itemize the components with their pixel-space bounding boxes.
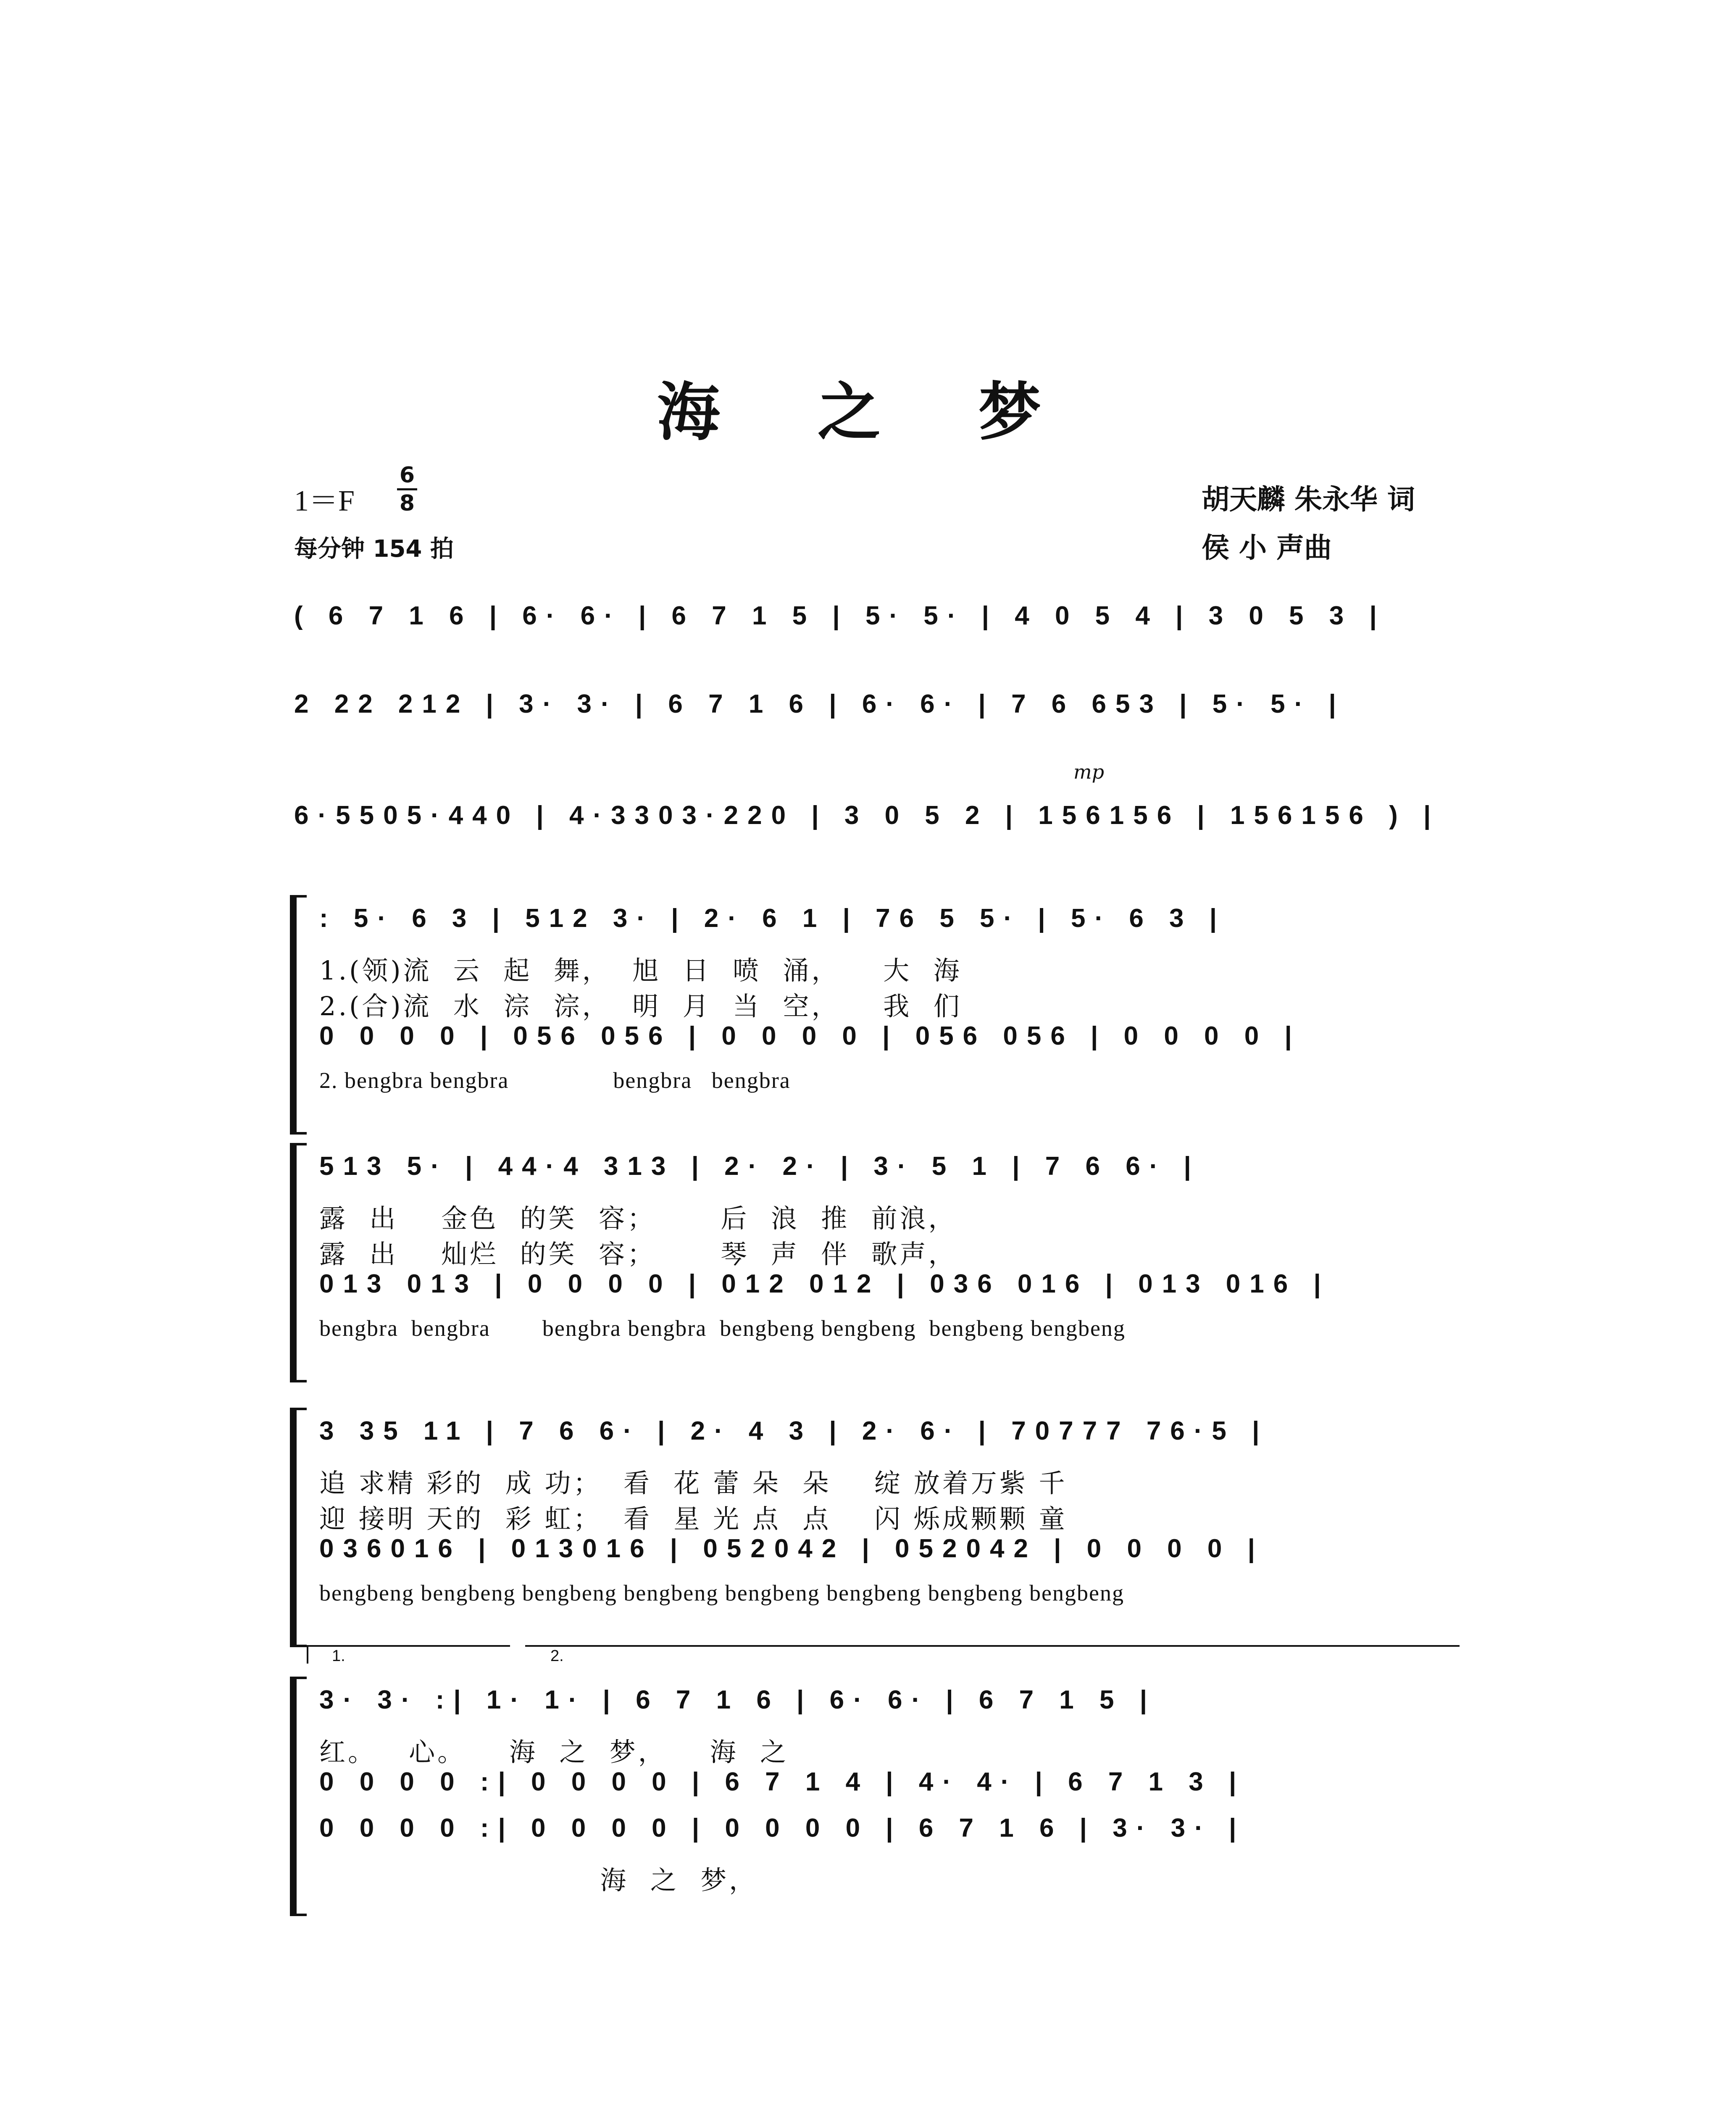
notation-line: 2 22 212 | 3· 3· | 6 7 1 6 | 6· 6· | 7 6 653 | 5· 5· | xyxy=(294,690,1345,719)
volta-2: 2. xyxy=(550,1647,564,1665)
lyric-line: 海 之 梦， xyxy=(319,1865,758,1896)
composer-credit: 侯 小 声曲 xyxy=(1202,532,1332,564)
time-denominator: 8 xyxy=(399,491,415,516)
system-bracket xyxy=(290,1677,304,1916)
dynamic-mark: mp xyxy=(1073,761,1105,783)
volta-1: 1. xyxy=(332,1647,345,1665)
notation-line: 0 0 0 0 :| 0 0 0 0 | 0 0 0 0 | 6 7 1 6 | 3· 3· | xyxy=(319,1814,1246,1843)
notation-line: : 5· 6 3 | 512 3· | 2· 6 1 | 76 5 5· | 5· 6 3 | xyxy=(319,904,1226,933)
lyric-line: 2.(合)流 水 淙 淙， 明 月 当 空， 我 们 xyxy=(319,991,962,1022)
notation-line: 3 35 11 | 7 6 6· | 2· 4 3 | 2· 6· | 70777 76·5 | xyxy=(319,1416,1269,1445)
notation-line: 6·5505·440 | 4·3303·220 | 3 0 5 2 | 156156 | 156156 ) | xyxy=(294,801,1440,830)
volta-1-line xyxy=(307,1645,510,1664)
page-title: 海 之 梦 xyxy=(657,375,1079,449)
notation-line: 0 0 0 0 :| 0 0 0 0 | 6 7 1 4 | 4· 4· | 6 7 1 3 | xyxy=(319,1767,1246,1796)
key-signature: 1＝F xyxy=(294,485,355,517)
system-bracket xyxy=(290,1143,304,1382)
lyricist-credit: 胡天麟 朱永华 词 xyxy=(1202,483,1415,516)
system-bracket xyxy=(290,895,304,1135)
tempo-marking: 每分钟 154 拍 xyxy=(294,535,454,563)
notation-line: 0 0 0 0 | 056 056 | 0 0 0 0 | 056 056 | 0 0 0 0 | xyxy=(319,1022,1301,1050)
notation-line: 3· 3· :| 1· 1· | 6 7 1 6 | 6· 6· | 6 7 1 5 | xyxy=(319,1685,1157,1714)
volta-2-line xyxy=(525,1645,1460,1647)
notation-line: 036016 | 013016 | 052042 | 052042 | 0 0 0 0 | xyxy=(319,1534,1264,1563)
lyric-line: 1.(领)流 云 起 舞， 旭 日 喷 涌， 大 海 xyxy=(319,955,962,986)
lyric-line: 红。 心。 海 之 梦， 海 之 xyxy=(319,1737,789,1767)
lyric-line: 迎 接明 天的 彩 虹； 看 星 光 点 点 闪 烁成颗颗 童 xyxy=(319,1503,1068,1534)
lyric-line: 露 出 灿烂 的笑 容； 琴 声 伴 歌声， xyxy=(319,1239,957,1269)
time-numerator: 6 xyxy=(399,463,415,488)
notation-line: 013 013 | 0 0 0 0 | 012 012 | 036 016 | 013 016 | xyxy=(319,1269,1330,1298)
notation-line: 513 5· | 44·4 313 | 2· 2· | 3· 5 1 | 7 6 6· | xyxy=(319,1152,1200,1181)
lyric-line: 露 出 金色 的笑 容； 后 浪 推 前浪， xyxy=(319,1203,957,1234)
lyric-line: 追 求精 彩的 成 功； 看 花 蕾 朵 朵 绽 放着万紫 千 xyxy=(319,1468,1068,1498)
notation-line: ( 6 7 1 6 | 6· 6· | 6 7 1 5 | 5· 5· | 4 0 5 4 | 3 0 5 3 | xyxy=(294,601,1386,630)
syllable-line: bengbra bengbra bengbra bengbra bengbeng bengbeng bengbeng bengbeng xyxy=(319,1316,1126,1341)
system-bracket xyxy=(290,1408,304,1647)
syllable-line: bengbeng bengbeng bengbeng bengbeng bengbeng bengbeng bengbeng bengbeng xyxy=(319,1580,1124,1606)
syllable-line: 2. bengbra bengbra bengbra bengbra xyxy=(319,1068,791,1093)
